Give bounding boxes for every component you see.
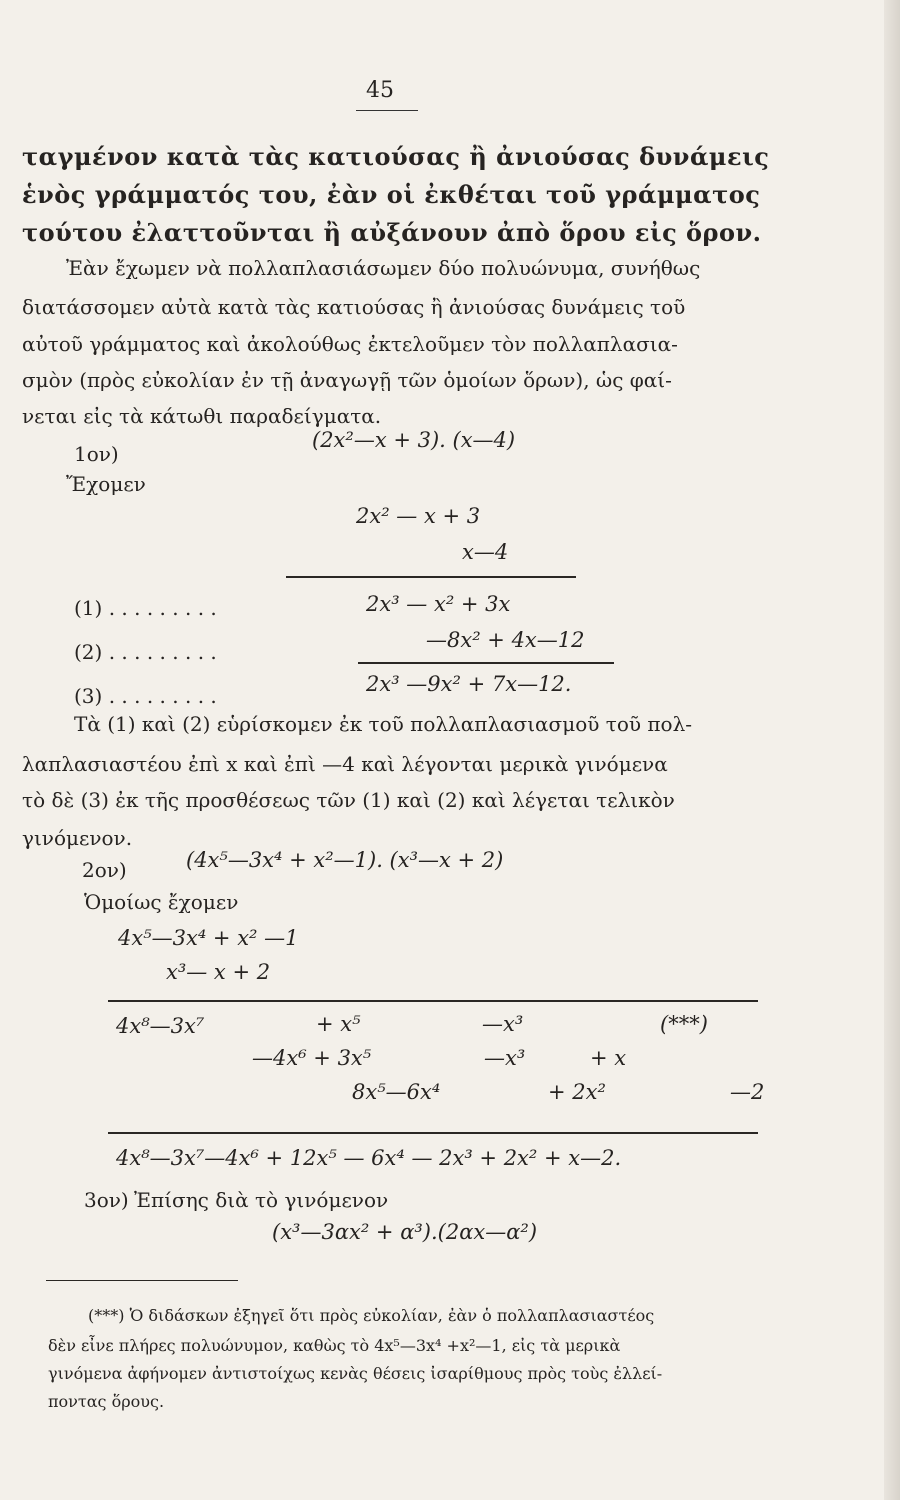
example-2-rule-2 bbox=[108, 1132, 758, 1134]
example-1-label-2: (2) . . . . . . . . . bbox=[74, 640, 217, 664]
example-3-text: Ἐπίσης διὰ τὸ γινόμενον bbox=[134, 1188, 389, 1212]
example-2-label: 2ον) bbox=[82, 858, 127, 882]
mid-line-2: λαπλασιαστέου ἐπὶ x καὶ ἐπὶ —4 καὶ λέγονται μερικὰ γινόμενα bbox=[22, 752, 668, 776]
mid-line-4: γινόμενον. bbox=[22, 826, 133, 850]
example-2-partial-3b: + 2x² bbox=[548, 1080, 606, 1104]
footnote-rule bbox=[46, 1280, 238, 1281]
header-line-1: ταγμένον κατὰ τὰς κατιούσας ἢ ἀνιούσας δυνάμεις bbox=[22, 142, 770, 171]
example-2-footnote-mark: (***) bbox=[660, 1012, 708, 1036]
example-2-multiplicand: 4x⁵—3x⁴ + x² —1 bbox=[118, 926, 299, 950]
example-1-label-1: (1) . . . . . . . . . bbox=[74, 596, 217, 620]
example-2-rule-1 bbox=[108, 1000, 758, 1002]
example-2-partial-1c: —x³ bbox=[482, 1012, 524, 1036]
page-number-rule bbox=[356, 110, 418, 111]
example-2-final: 4x⁸—3x⁷—4x⁶ + 12x⁵ — 6x⁴ — 2x³ + 2x² + x—2. bbox=[116, 1146, 622, 1170]
mid-line-3: τὸ δὲ (3) ἐκ τῆς προσθέσεως τῶν (1) καὶ (2) καὶ λέγεται τελικὸν bbox=[22, 788, 675, 812]
example-1-problem: (2x²—x + 3). (x—4) bbox=[312, 428, 516, 452]
example-1-partial-1: 2x³ — x² + 3x bbox=[366, 592, 511, 616]
example-1-final: 2x³ —9x² + 7x—12. bbox=[366, 672, 572, 696]
example-3-label: 3ον) bbox=[84, 1188, 129, 1212]
header-line-2: ἑνὸς γράμματός του, ἐὰν οἱ ἐκθέται τοῦ γράμματος bbox=[22, 180, 761, 209]
example-1-partial-2: —8x² + 4x—12 bbox=[426, 628, 585, 652]
example-2-partial-2b: —x³ bbox=[484, 1046, 526, 1070]
example-2-partial-2a: —4x⁶ + 3x⁵ bbox=[252, 1046, 372, 1070]
example-1-rule-2 bbox=[358, 662, 614, 664]
example-3-problem: (x³—3αx² + α³).(2αx—α²) bbox=[272, 1220, 538, 1244]
intro-line-5: νεται εἰς τὰ κάτωθι παραδείγματα. bbox=[22, 404, 382, 428]
intro-line-2: διατάσσομεν αὐτὰ κατὰ τὰς κατιούσας ἢ ἀνιούσας δυνάμεις τοῦ bbox=[22, 295, 686, 319]
example-1-multiplier: x—4 bbox=[462, 540, 509, 564]
page-spine-shadow bbox=[884, 0, 900, 1500]
intro-line-3: αὐτοῦ γράμματος καὶ ἀκολούθως ἐκτελοῦμεν τὸν πολλαπλασια- bbox=[22, 332, 678, 356]
example-2-homoios: Ὁμοίως ἔχομεν bbox=[84, 890, 239, 914]
footnote-line-1: (***) Ὁ διδάσκων ἐξηγεῖ ὅτι πρὸς εὐκολίαν, ἐὰν ὁ πολλαπλασιαστέος bbox=[88, 1306, 655, 1325]
example-2-partial-2c: + x bbox=[590, 1046, 627, 1070]
page-number: 45 bbox=[366, 78, 394, 103]
example-2-partial-1a: 4x⁸—3x⁷ bbox=[116, 1014, 205, 1038]
example-2-multiplier: x³— x + 2 bbox=[166, 960, 271, 984]
example-1-echomen: Ἔχομεν bbox=[66, 472, 146, 496]
intro-line-4: σμὸν (πρὸς εὐκολίαν ἐν τῇ ἀναγωγῇ τῶν ὁμοίων ὅρων), ὡς φαί- bbox=[22, 368, 672, 392]
intro-line-1: Ἐὰν ἔχωμεν νὰ πολλαπλασιάσωμεν δύο πολυώνυμα, συνήθως bbox=[66, 256, 701, 280]
example-1-label-3: (3) . . . . . . . . . bbox=[74, 684, 217, 708]
header-line-3: τούτου ἐλαττοῦνται ἢ αὐξάνουν ἀπὸ ὅρου εἰς ὅρον. bbox=[22, 218, 762, 247]
footnote-line-4: ποντας ὅρους. bbox=[48, 1392, 165, 1411]
mid-line-1: Τὰ (1) καὶ (2) εὑρίσκομεν ἐκ τοῦ πολλαπλασιασμοῦ τοῦ πολ- bbox=[74, 712, 692, 736]
example-2-partial-1b: + x⁵ bbox=[316, 1012, 361, 1036]
example-1-rule-1 bbox=[286, 576, 576, 578]
example-1-multiplicand: 2x² — x + 3 bbox=[356, 504, 481, 528]
example-2-problem: (4x⁵—3x⁴ + x²—1). (x³—x + 2) bbox=[186, 848, 504, 872]
example-2-partial-3a: 8x⁵—6x⁴ bbox=[352, 1080, 441, 1104]
example-1-label: 1ον) bbox=[74, 442, 119, 466]
footnote-line-2: δὲν εἶνε πλήρες πολυώνυμον, καθὼς τὸ 4x⁵—3x⁴ +x²—1, εἰς τὰ μερικὰ bbox=[48, 1336, 621, 1355]
footnote-line-3: γινόμενα ἀφήνομεν ἀντιστοίχως κενὰς θέσεις ἰσαρίθμους πρὸς τοὺς ἐλλεί- bbox=[48, 1364, 663, 1383]
example-2-partial-3c: —2 bbox=[730, 1080, 765, 1104]
